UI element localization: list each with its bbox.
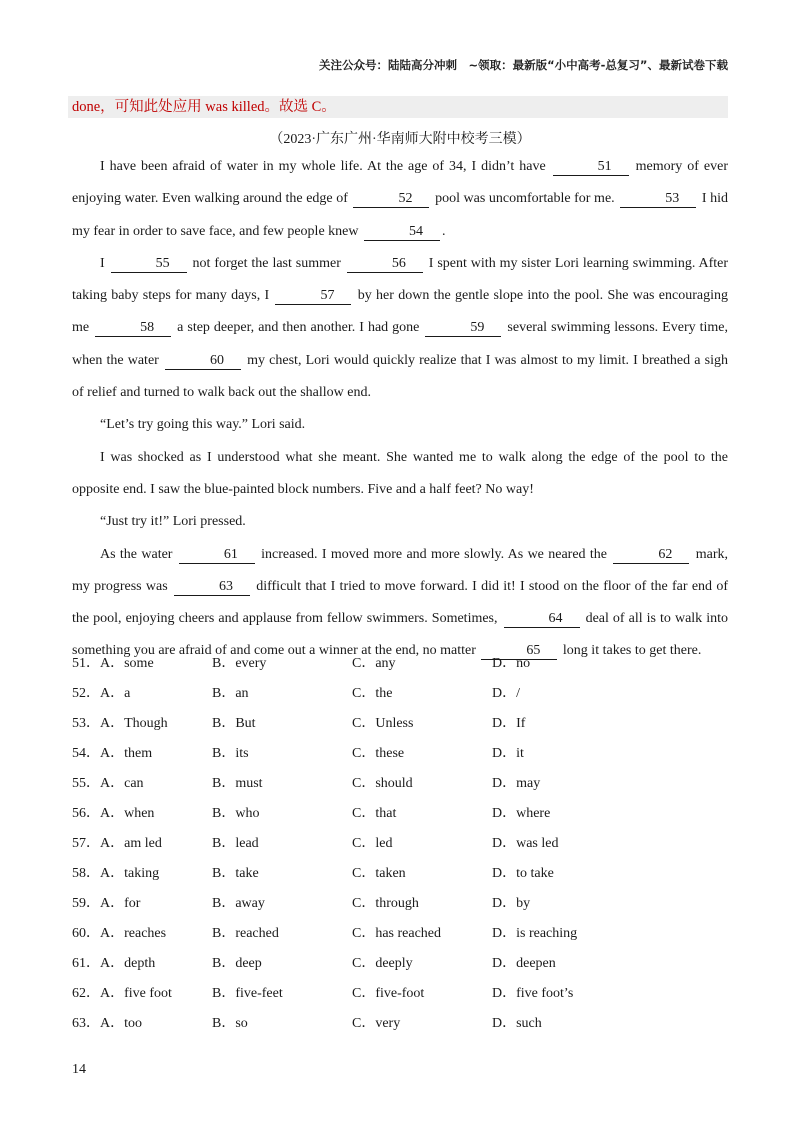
answer-note: done，可知此处应用 was killed。故选 C。 [68,96,728,118]
option-c: C．taken [352,866,406,881]
option-b: B．lead [212,836,259,851]
option-b: B．an [212,686,249,701]
question-59 [72,894,728,924]
option-d: D．to take [492,866,554,881]
question-number: 62． [72,986,100,1001]
question-number: 54． [72,746,100,761]
option-a: A．them [100,746,153,761]
question-number: 55． [72,776,100,791]
option-a: A．am led [100,836,162,851]
question-57 [72,834,728,864]
paragraph-2: I 55 not forget the last summer 56 I spent with my sister Lori learning swimming. After taking baby steps for many days, I 57 by her down the gentle slope into the pool. She was encouraging me 58 a step deeper, and then another. I had gone 59 several swimming lessons. Every time, when the water 60 my chest, Lori would quickly realize that I was almost to my limit. I breathed a sigh of relief and turned to walk back out the shallow end. [72,255,728,401]
blank-53: 53 [620,191,696,208]
question-55 [72,774,728,804]
option-b: B．But [212,716,256,731]
option-d: D．it [492,746,524,761]
option-b: B．deep [212,956,262,971]
option-c: C．very [352,1016,401,1031]
option-d: D．where [492,806,551,821]
option-a: A．taking [100,866,160,881]
page-number: 14 [72,1062,86,1077]
option-d: D．no [492,656,531,671]
option-c: C．through [352,896,419,911]
question-number: 51． [72,656,100,671]
option-c: C．should [352,776,413,791]
blank-57: 57 [275,288,351,305]
paragraph-3: “Let’s try going this way.” Lori said. [100,417,306,433]
option-d: D．/ [492,686,520,701]
question-number: 59． [72,896,100,911]
option-c: C．led [352,836,393,851]
option-d: D．deepen [492,956,556,971]
question-number: 61． [72,956,100,971]
option-c: C．five-foot [352,986,425,1001]
blank-52: 52 [353,191,429,208]
option-d: D．by [492,896,531,911]
blank-54: 54 [364,224,440,241]
option-a: A．when [100,806,155,821]
option-a: A．five foot [100,986,172,1001]
question-63 [72,1014,728,1044]
blank-59: 59 [425,320,501,337]
question-number: 60． [72,926,100,941]
option-a: A．can [100,776,144,791]
paragraph-5: “Just try it!” Lori pressed. [100,514,246,530]
option-b: B．five-feet [212,986,283,1001]
option-b: B．so [212,1016,248,1031]
passage-source: （2023·广东广州·华南师大附中校考三模） [269,132,531,147]
blank-62: 62 [613,547,689,564]
question-58 [72,864,728,894]
option-d: D．may [492,776,541,791]
question-52 [72,684,728,714]
blank-51: 51 [553,159,629,176]
question-56 [72,804,728,834]
option-a: A．too [100,1016,142,1031]
question-60 [72,924,728,954]
option-d: D．such [492,1016,542,1031]
blank-63: 63 [174,579,250,596]
paragraph-6: As the water 61 increased. I moved more and more slowly. As we neared the 62 mark, my progress was 63 difficult that I tried to move forward. I did it! I stood on the floor of the far end of the pool, enjoying cheers and applause from fellow swimmers. Sometimes, 64 deal of all is to walk into something you are afraid of and come out a winner at the end, no matter 65 long it takes to get there. [72,546,728,659]
option-d: D．is reaching [492,926,578,941]
option-c: C．the [352,686,393,701]
question-number: 63． [72,1016,100,1031]
blank-58: 58 [95,320,171,337]
option-a: A．a [100,686,131,701]
option-d: D．was led [492,836,559,851]
question-54 [72,744,728,774]
option-c: C．that [352,806,397,821]
option-a: A．for [100,896,141,911]
option-b: B．reached [212,926,279,941]
option-a: A．depth [100,956,156,971]
option-b: B．must [212,776,263,791]
option-b: B．its [212,746,249,761]
question-51 [72,654,728,684]
blank-60: 60 [165,353,241,370]
option-b: B．away [212,896,265,911]
option-c: C．deeply [352,956,413,971]
question-number: 57． [72,836,100,851]
option-a: A．Though [100,716,168,731]
question-53 [72,714,728,744]
option-c: C．any [352,656,396,671]
option-b: B．every [212,656,267,671]
blank-64: 64 [504,611,580,628]
option-c: C．has reached [352,926,442,941]
blank-56: 56 [347,256,423,273]
paragraph-4: I was shocked as I understood what she meant. She wanted me to walk along the edge of the pool to the opposite end. I saw the blue-painted block numbers. Five and a half feet? No way! [72,449,728,497]
option-d: D．five foot’s [492,986,574,1001]
option-d: D．If [492,716,526,731]
option-b: B．take [212,866,259,881]
blank-65: 65 [481,643,557,660]
paragraph-1: I have been afraid of water in my whole life. At the age of 34, I didn’t have 51 memory of ever enjoying water. Even walking around the edge of 52 pool was uncomfortable for me. 53 I hid my fear in order to save face, and few people knew 54 . [72,159,728,239]
cloze-passage [72,151,728,668]
option-a: A．reaches [100,926,167,941]
question-62 [72,984,728,1014]
question-number: 56． [72,806,100,821]
question-number: 58． [72,866,100,881]
question-61 [72,954,728,984]
blank-55: 55 [111,256,187,273]
option-c: C．these [352,746,405,761]
answer-options [72,654,728,1044]
page-header: 关注公众号：陆陆高分冲刺 ~领取：最新版“小中高考-总复习”、最新试卷下载 [318,58,728,72]
option-a: A．some [100,656,154,671]
question-number: 52． [72,686,100,701]
option-b: B．who [212,806,260,821]
question-number: 53． [72,716,100,731]
option-c: C．Unless [352,716,414,731]
blank-61: 61 [179,547,255,564]
